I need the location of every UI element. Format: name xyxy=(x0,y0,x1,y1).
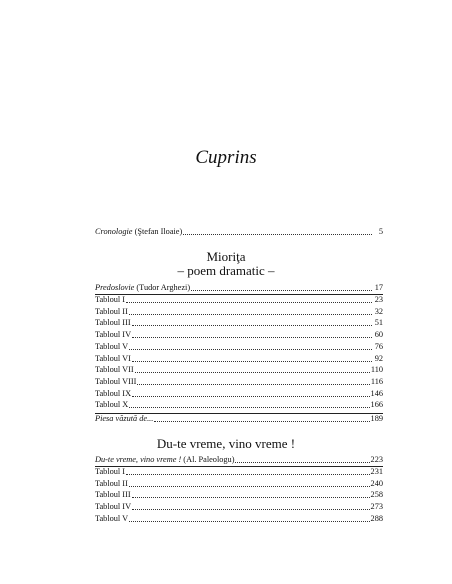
toc-entry xyxy=(95,329,383,340)
dot-leader xyxy=(137,376,369,385)
entry-label: Tabloul V xyxy=(95,513,129,523)
toc-entry-cronologie xyxy=(95,226,383,237)
toc-entry-du-te-vreme xyxy=(95,454,383,465)
page-number: 51 xyxy=(374,318,383,328)
toc-entry xyxy=(95,376,383,387)
dot-leader xyxy=(132,388,369,397)
page-number: 60 xyxy=(374,330,383,340)
toc-entry xyxy=(95,501,383,512)
toc-entry xyxy=(95,294,383,305)
entry-author: (Al. Paleologu) xyxy=(181,455,235,464)
toc-entry xyxy=(95,341,383,352)
page-number: 5 xyxy=(378,227,383,236)
dot-leader xyxy=(135,364,370,373)
dot-leader xyxy=(191,282,372,291)
entry-author: (Tudor Arghezi) xyxy=(134,283,191,292)
page-number: 92 xyxy=(374,353,383,363)
page-number: 288 xyxy=(370,513,383,523)
entry-label: Tabloul X xyxy=(95,400,129,410)
dot-leader xyxy=(132,329,372,338)
dot-leader xyxy=(154,413,369,422)
dot-leader xyxy=(129,341,372,350)
entry-title: Cronologie xyxy=(95,227,133,236)
entry-label: Tabloul VI xyxy=(95,353,131,363)
dot-leader xyxy=(129,306,372,315)
toc-entry xyxy=(95,306,383,317)
dot-leader xyxy=(126,294,372,303)
page-number: 76 xyxy=(374,341,383,351)
toc-entry-piesa xyxy=(95,413,383,424)
page-number: 116 xyxy=(370,376,383,386)
page-number: 240 xyxy=(370,478,383,488)
dot-leader xyxy=(235,454,369,463)
entry-author: (Ştefan Iloaie) xyxy=(132,227,183,236)
entry-label: Tabloul I xyxy=(95,295,126,304)
toc-entry xyxy=(95,317,383,328)
page-number: 231 xyxy=(370,467,383,476)
toc-entry xyxy=(95,478,383,489)
page-number: 189 xyxy=(370,414,383,423)
dot-leader xyxy=(129,478,370,487)
section-title-miorita: Mioriţa xyxy=(206,249,246,264)
entry-label: Tabloul I xyxy=(95,467,126,476)
dot-leader xyxy=(132,489,370,498)
entry-label: Tabloul VIII xyxy=(95,376,137,386)
entry-title: Piesa văzută de... xyxy=(95,414,154,423)
entry-label: Tabloul II xyxy=(95,478,128,488)
entry-label: Tabloul III xyxy=(95,318,131,328)
entry-label: Tabloul II xyxy=(95,306,128,316)
page-number: 223 xyxy=(370,455,383,464)
entry-label: Tabloul VII xyxy=(95,365,134,375)
toc-entry xyxy=(95,353,383,364)
page-title: Cuprins xyxy=(195,147,257,168)
dot-leader xyxy=(132,353,372,362)
page-number: 258 xyxy=(370,490,383,500)
dot-leader xyxy=(132,317,372,326)
toc-entry xyxy=(95,364,383,375)
page-number: 273 xyxy=(370,502,383,512)
page-number: 146 xyxy=(370,388,383,398)
page-number: 110 xyxy=(370,365,383,375)
section-title-du-te-vreme: Du-te vreme, vino vreme ! xyxy=(156,436,296,451)
entry-label: Tabloul III xyxy=(95,490,131,500)
page-number: 17 xyxy=(374,283,383,292)
dot-leader xyxy=(126,466,369,475)
dot-leader xyxy=(129,399,369,408)
entry-label: Tabloul V xyxy=(95,341,129,351)
dot-leader xyxy=(129,513,369,522)
entry-label: Tabloul IV xyxy=(95,330,132,340)
toc-entry xyxy=(95,388,383,399)
toc-entry xyxy=(95,489,383,500)
entry-label: Tabloul IX xyxy=(95,388,132,398)
toc-entry-predoslovie xyxy=(95,282,383,293)
entry-title: Predoslovie xyxy=(95,283,135,292)
toc-entry xyxy=(95,466,383,477)
section-subtitle: – poem dramatic – xyxy=(177,263,275,278)
dot-leader xyxy=(132,501,369,510)
page-number: 23 xyxy=(374,295,383,304)
dot-leader xyxy=(183,226,372,235)
page-number: 32 xyxy=(374,306,383,316)
entry-label: Tabloul IV xyxy=(95,502,132,512)
entry-title: Du-te vreme, vino vreme ! xyxy=(95,455,182,464)
page-number: 166 xyxy=(370,400,383,410)
toc-entry xyxy=(95,513,383,524)
toc-entry xyxy=(95,399,383,410)
